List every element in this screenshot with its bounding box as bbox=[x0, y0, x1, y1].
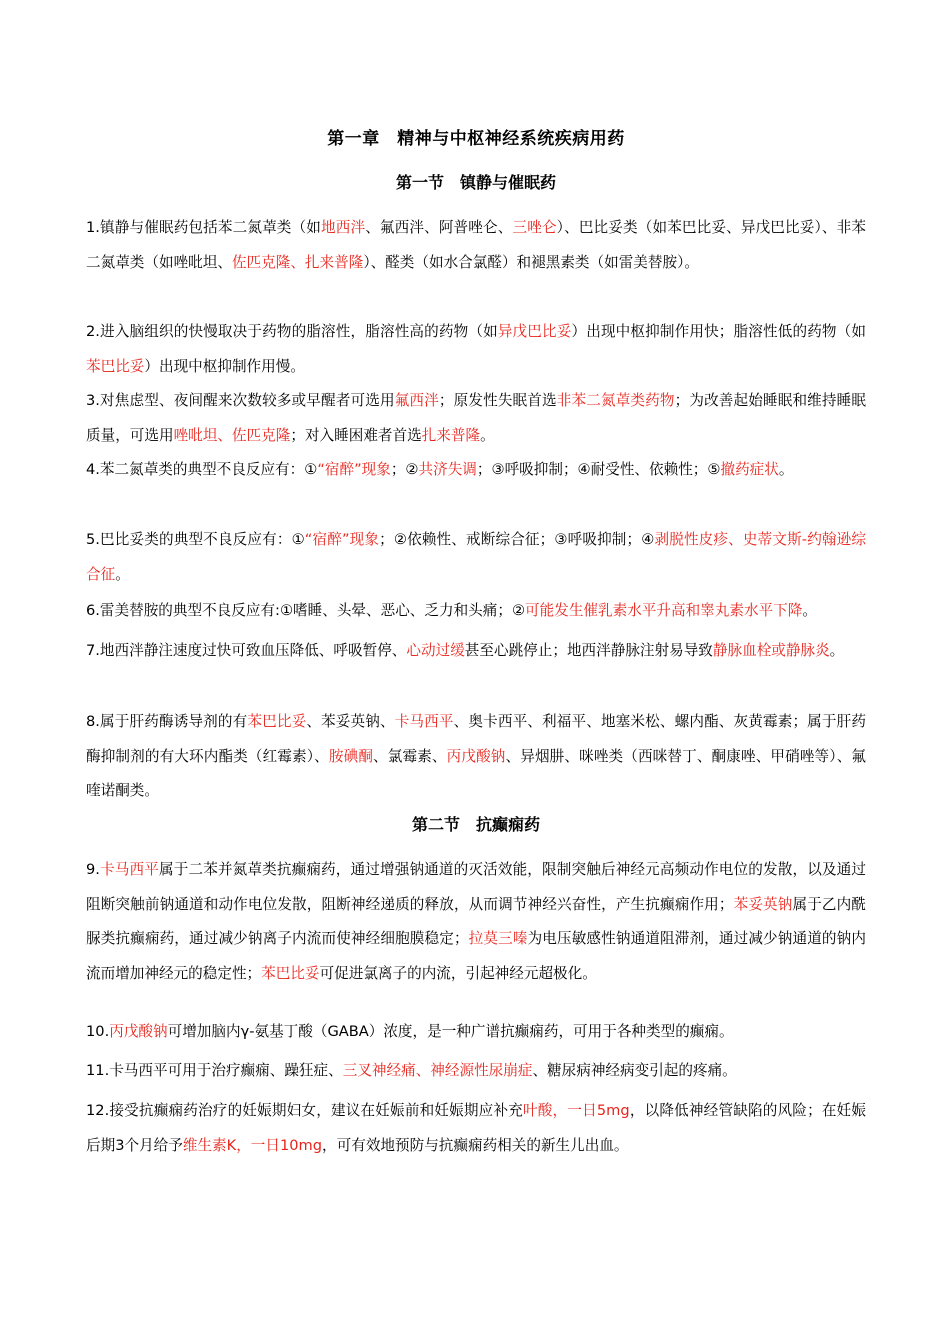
body-text: ；原发性失眠首选 bbox=[438, 392, 557, 409]
body-text: 可增加脑内γ-氨基丁酸（GABA）浓度，是一种广谱抗癫痫药，可用于各种类型的癫痫。 bbox=[167, 1023, 734, 1040]
emphasis-text: 扎来普隆 bbox=[421, 426, 481, 444]
paragraph-5 bbox=[86, 523, 866, 592]
body-text: 6.雷美替胺的典型不良反应有:①嗜睡、头晕、恶心、乏力和头痛；② bbox=[86, 602, 526, 619]
body-text: 7.地西泮静注速度过快可致血压降低、呼吸暂停、 bbox=[86, 642, 407, 659]
body-text: 、氯霉素、 bbox=[373, 747, 447, 765]
body-text: 。 bbox=[829, 642, 845, 659]
body-text: ）出现中枢抑制作用快；脂溶性低的药物（如 bbox=[571, 323, 866, 340]
emphasis-text: 非苯二氮䓬类药物 bbox=[556, 392, 675, 409]
body-text: 、奥卡西平、利福平、地塞米松、螺内酯、灰黄霉素；属于肝药酶抑制剂的有大环内酯类（红霉素）、 bbox=[86, 713, 866, 765]
paragraph-8 bbox=[86, 705, 866, 809]
body-text: 10. bbox=[86, 1023, 110, 1040]
body-text: 、氟西泮、阿普唑仑、 bbox=[365, 219, 513, 236]
body-text: 。 bbox=[778, 461, 794, 478]
emphasis-text: 唑吡坦、佐匹克隆 bbox=[173, 426, 291, 444]
body-text: 1.镇静与催眠药包括苯二氮䓬类（如 bbox=[86, 219, 321, 236]
emphasis-text: 苯巴比妥 bbox=[261, 964, 320, 982]
body-text: 。 bbox=[115, 565, 130, 583]
emphasis-text: 撤药症状 bbox=[720, 461, 779, 478]
body-text: ，可有效地预防与抗癫痫药相关的新生儿出血。 bbox=[322, 1136, 629, 1154]
section-title-1: 第一节 镇静与催眠药 bbox=[395, 173, 556, 192]
paragraph-4 bbox=[86, 453, 866, 488]
paragraph-11 bbox=[86, 1054, 866, 1089]
emphasis-text: 共济失调 bbox=[418, 461, 477, 478]
emphasis-text: 地西泮 bbox=[321, 219, 366, 236]
body-text: ）、醛类（如水合氯醛）和褪黑素类（如雷美替胺）。 bbox=[363, 253, 699, 271]
paragraph-3 bbox=[86, 384, 866, 453]
body-text: ；②依赖性、戒断综合征；③呼吸抑制；④ bbox=[379, 531, 655, 548]
body-text: 属于乙内酰脲类抗癫痫药，通过减少钠离子内流而使神经细胞膜稳定； bbox=[86, 895, 866, 948]
emphasis-text: 卡马西平 bbox=[394, 713, 454, 730]
emphasis-text: 可能发生催乳素水平升高和睾丸素水平下降 bbox=[525, 602, 803, 619]
paragraph-1 bbox=[86, 211, 866, 280]
emphasis-text: 胺碘酮 bbox=[328, 747, 374, 765]
body-text: 可促进氯离子的内流，引起神经元超极化。 bbox=[319, 964, 597, 982]
emphasis-text: “宿醉”现象 bbox=[304, 531, 380, 548]
emphasis-text: “宿醉”现象 bbox=[317, 461, 391, 478]
emphasis-text: 异戊巴比妥 bbox=[497, 323, 572, 340]
emphasis-text: 拉莫三嗪 bbox=[468, 930, 528, 948]
body-text: 9. bbox=[86, 861, 100, 878]
emphasis-text: 丙戊酸钠 bbox=[109, 1023, 168, 1040]
body-text: 8.属于肝药酶诱导剂的有 bbox=[86, 713, 248, 730]
body-text: 为电压敏感性钠通道阻滞剂，通过减少钠通道的钠内流而增加神经元的稳定性； bbox=[86, 930, 866, 982]
emphasis-text: 维生素K，一日10mg bbox=[182, 1136, 323, 1154]
emphasis-text: 佐匹克隆、扎来普隆 bbox=[231, 253, 364, 271]
chapter-title: 第一章 精神与中枢神经系统疾病用药 bbox=[327, 129, 625, 149]
section-title-2: 第二节 抗癫痫药 bbox=[411, 815, 540, 834]
body-text: 2.进入脑组织的快慢取决于药物的脂溶性，脂溶性高的药物（如 bbox=[86, 323, 498, 340]
emphasis-text: 三唑仑 bbox=[512, 219, 557, 236]
emphasis-text: 心动过缓 bbox=[406, 642, 465, 659]
emphasis-text: 苯巴比妥 bbox=[247, 713, 307, 730]
emphasis-text: 三叉神经痛、神经源性尿崩症 bbox=[342, 1062, 533, 1079]
paragraph-2 bbox=[86, 315, 866, 384]
paragraph-12 bbox=[86, 1094, 866, 1163]
body-text: 。 bbox=[480, 426, 495, 444]
emphasis-text: 卡马西平 bbox=[99, 861, 160, 878]
body-text: 。 bbox=[802, 602, 817, 619]
body-text: ；对入睡困难者首选 bbox=[290, 426, 422, 444]
body-text: ；② bbox=[390, 461, 419, 478]
emphasis-text: 剥脱性皮疹、史蒂文斯-约翰逊综合征 bbox=[86, 531, 866, 583]
body-text: 甚至心跳停止；地西泮静脉注射易导致 bbox=[464, 642, 713, 659]
emphasis-text: 丙戊酸钠 bbox=[446, 747, 506, 765]
paragraph-6 bbox=[86, 594, 866, 629]
emphasis-text: 苯妥英钠 bbox=[733, 895, 793, 913]
paragraph-9 bbox=[86, 853, 866, 991]
body-text: 、苯妥英钠、 bbox=[306, 713, 395, 730]
emphasis-text: 叶酸，一日5mg bbox=[523, 1102, 630, 1119]
body-text: ）出现中枢抑制作用慢。 bbox=[144, 357, 305, 375]
paragraph-10 bbox=[86, 1015, 866, 1050]
body-text: 11.卡马西平可用于治疗癫痫、躁狂症、 bbox=[86, 1062, 343, 1079]
body-text: 、糖尿病神经病变引起的疼痛。 bbox=[532, 1062, 737, 1079]
body-text: 12.接受抗癫痫药治疗的妊娠期妇女，建议在妊娠前和妊娠期应补充 bbox=[86, 1102, 524, 1119]
body-text: ，以降低神经管缺陷的风险；在妊娠后期3个月给予 bbox=[86, 1102, 866, 1154]
body-text: 4.苯二氮䓬类的典型不良反应有：① bbox=[86, 461, 318, 478]
body-text: ；③呼吸抑制；④耐受性、依赖性；⑤ bbox=[476, 461, 721, 478]
body-text: ；为改善起始睡眠和维持睡眠质量，可选用 bbox=[86, 392, 866, 444]
body-text: 5.巴比妥类的典型不良反应有：① bbox=[86, 531, 305, 548]
paragraph-7 bbox=[86, 634, 866, 669]
body-text: 属于二苯并氮䓬类抗癫痫药，通过增强钠通道的灭活效能，限制突触后神经元高频动作电位的发散，以及通过阻断突触前钠通道和动作电位发散，阻断神经递质的释放，从而调节神经兴奋性，产生抗癫痫作用； bbox=[86, 861, 866, 913]
emphasis-text: 氟西泮 bbox=[394, 392, 439, 409]
body-text: 、异烟肼、咪唑类（西咪替丁、酮康唑、甲硝唑等）、氟喹诺酮类。 bbox=[86, 747, 866, 800]
emphasis-text: 静脉血栓或静脉炎 bbox=[712, 642, 830, 659]
body-text: 3.对焦虑型、夜间醒来次数较多或早醒者可选用 bbox=[86, 392, 395, 409]
emphasis-text: 苯巴比妥 bbox=[86, 357, 145, 375]
body-text: ）、巴比妥类（如苯巴比妥、异戊巴比妥）、非苯二氮䓬类（如唑吡坦、 bbox=[86, 219, 866, 271]
